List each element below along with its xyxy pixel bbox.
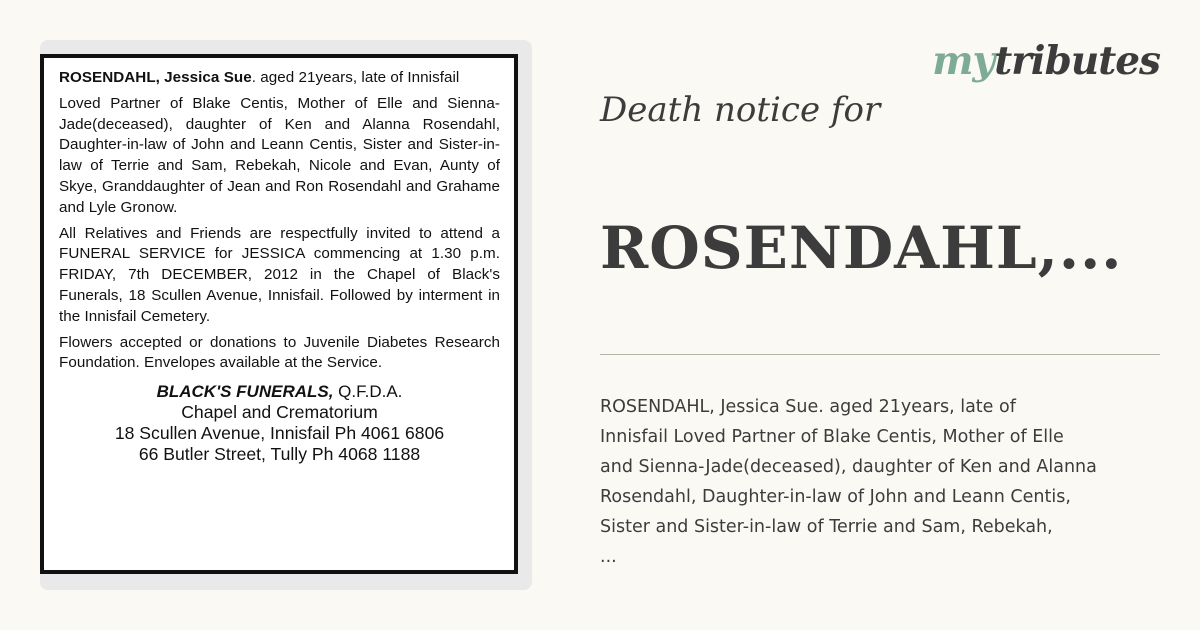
funeral-director-qualification: Q.F.D.A.: [333, 382, 403, 402]
excerpt-line: ROSENDAHL, Jessica Sue. aged 21years, late of: [600, 397, 1016, 417]
funeral-director-line3: 18 Scullen Avenue, Innisfail Ph 4061 6806: [114, 423, 445, 444]
notice-excerpt: [600, 392, 1097, 572]
notice-clipping: [40, 54, 518, 574]
funeral-director-footer: [59, 381, 500, 465]
funeral-director-line4: 66 Butler Street, Tully Ph 4068 1188: [138, 444, 421, 465]
divider: [600, 354, 1160, 355]
mytributes-logo[interactable]: [932, 38, 1160, 84]
page-subtitle: Death notice for: [600, 90, 881, 130]
excerpt-ellipsis: ...: [600, 547, 617, 567]
funeral-director-name: BLACK'S FUNERALS,: [156, 382, 334, 402]
age-residence: . aged 21years, late of Innisfail: [251, 69, 460, 86]
logo-part-my: my: [932, 38, 995, 84]
page-title: ROSENDAHL,...: [600, 214, 1123, 282]
funeral-paragraph: All Relatives and Friends are respectfully invited to attend a FUNERAL SERVICE for JESSICA commencing at 1.30 p.m. FRIDAY, 7th DECEMBER, 2012 in the Chapel of Black's Funerals, 18 Scullen Avenue, Innisfail. Followed by interment in the Innisfail Cemetery.: [59, 224, 500, 325]
flowers-paragraph: Flowers accepted or donations to Juvenile Diabetes Research Foundation. Envelopes available at the Service.: [59, 333, 500, 372]
excerpt-line: Sister and Sister-in-law of Terrie and Sam, Rebekah,: [600, 517, 1053, 537]
excerpt-line: and Sienna-Jade(deceased), daughter of Ken and Alanna: [600, 457, 1097, 477]
funeral-director-line2: Chapel and Crematorium: [181, 402, 378, 423]
logo-part-tributes: tributes: [994, 38, 1160, 84]
family-paragraph: Loved Partner of Blake Centis, Mother of Elle and Sienna-Jade(deceased), daughter of Ken and Alanna Rosendahl, Daughter-in-law of John and Leann Centis, Sister and Sister-in-law of Terrie and Sam, Rebekah, Nicole and Evan, Aunty of Skye, Granddaughter of Jean and Ron Rosendahl and Grahame and Lyle Gronow.: [59, 94, 500, 216]
deceased-name: ROSENDAHL, Jessica Sue: [59, 69, 252, 86]
notice-image: [40, 40, 532, 590]
notice-heading: [59, 68, 500, 89]
excerpt-line: Rosendahl, Daughter-in-law of John and Leann Centis,: [600, 487, 1071, 507]
excerpt-line: Innisfail Loved Partner of Blake Centis, Mother of Elle: [600, 427, 1064, 447]
